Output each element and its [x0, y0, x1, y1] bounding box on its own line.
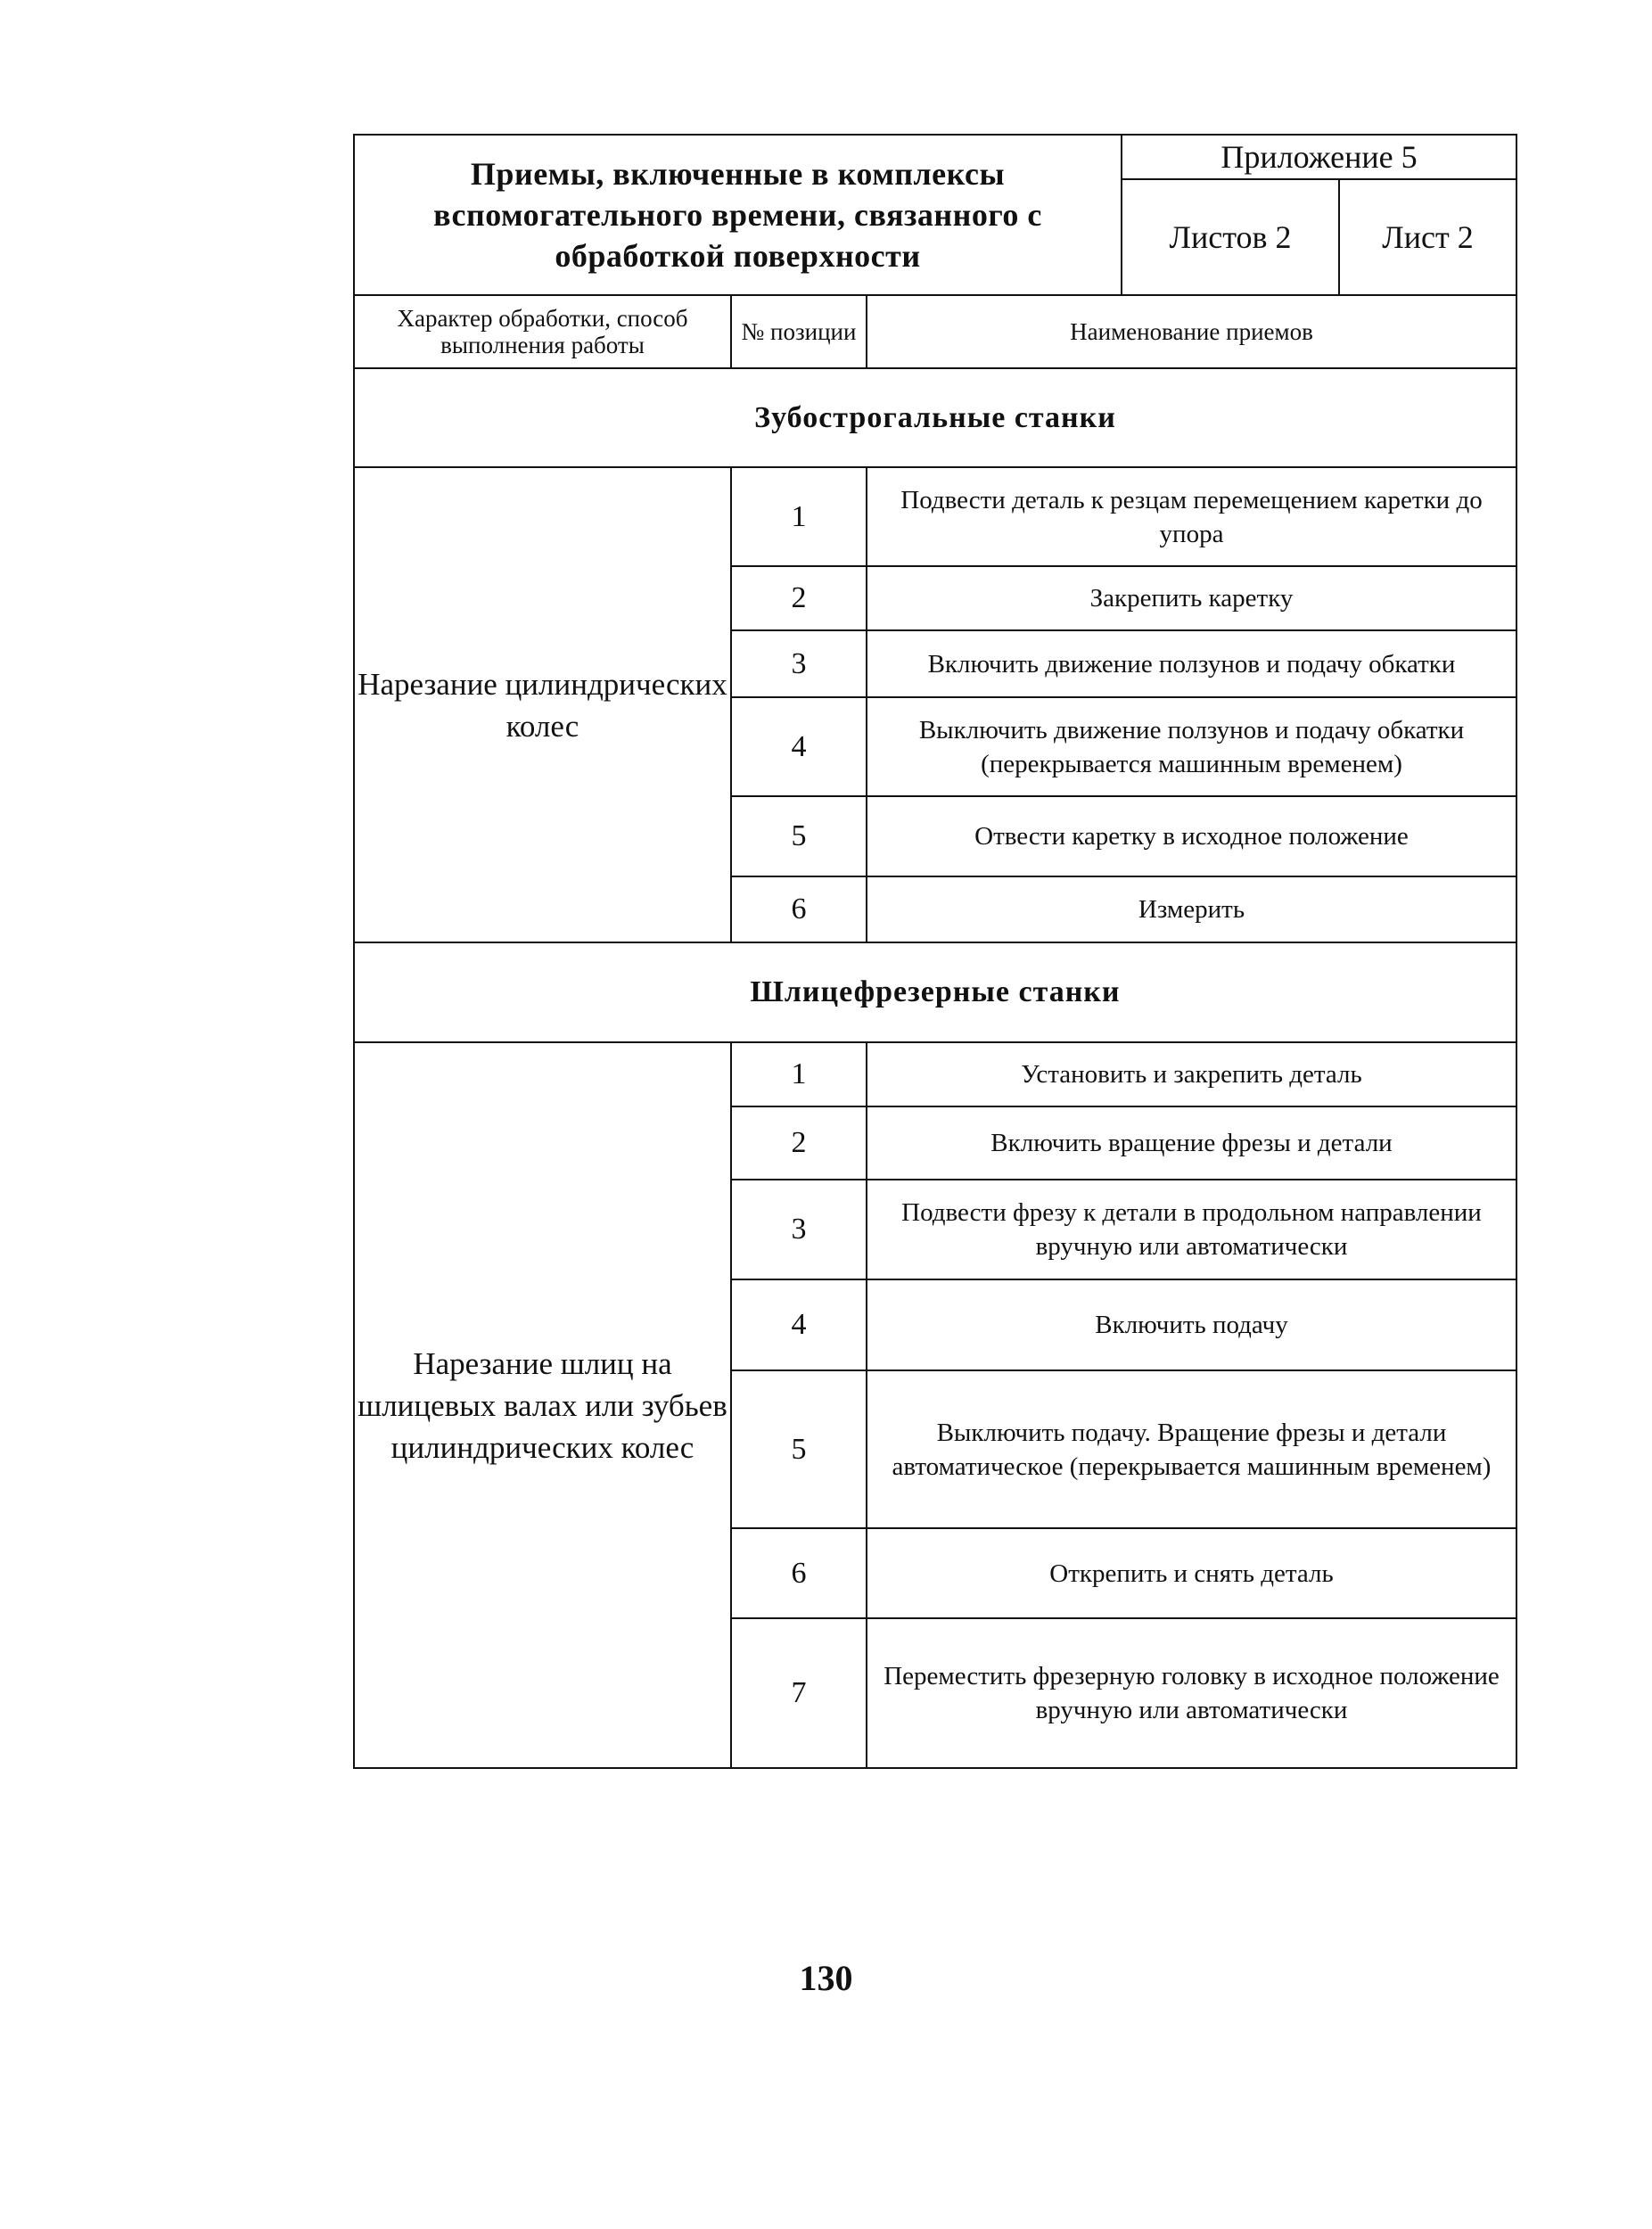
- procedure-name: Измерить: [867, 876, 1516, 942]
- procedure-name: Переместить фрезерную головку в исходное положение вручную или автоматически: [867, 1618, 1516, 1768]
- position-number: 5: [731, 796, 867, 876]
- column-header-name: Наименование приемов: [867, 295, 1516, 368]
- procedure-name: Включить вращение фрезы и детали: [867, 1106, 1516, 1180]
- group-label: Нарезание шлиц на шлицевых валах или зубьев цилиндрических колес: [354, 1042, 731, 1768]
- position-number: 2: [731, 566, 867, 630]
- column-header-character: Характер обработки, способ выполнения работы: [354, 295, 731, 368]
- procedure-name: Закрепить каретку: [867, 566, 1516, 630]
- column-header-position: № позиции: [731, 295, 867, 368]
- section-title: Зубострогальные станки: [354, 368, 1516, 467]
- position-number: 7: [731, 1618, 867, 1768]
- procedure-name: Подвести деталь к резцам перемещением каретки до упора: [867, 467, 1516, 566]
- procedure-name: Установить и закрепить деталь: [867, 1042, 1516, 1106]
- position-number: 5: [731, 1370, 867, 1528]
- procedure-name: Выключить движение ползунов и подачу обкатки (перекрывается машинным временем): [867, 697, 1516, 796]
- position-number: 1: [731, 467, 867, 566]
- document-title: Приемы, включенные в комплексы вспомогательного времени, связанного с обработкой поверхности: [354, 135, 1122, 295]
- position-number: 6: [731, 1528, 867, 1618]
- section-title: Шлицефрезерные станки: [354, 942, 1516, 1042]
- position-number: 1: [731, 1042, 867, 1106]
- position-number: 3: [731, 630, 867, 697]
- procedure-name: Отвести каретку в исходное положение: [867, 796, 1516, 876]
- sheet-current: Лист 2: [1339, 179, 1516, 295]
- procedure-name: Включить движение ползунов и подачу обкатки: [867, 630, 1516, 697]
- procedures-table: [353, 134, 1517, 1769]
- position-number: 4: [731, 1279, 867, 1370]
- page-number: 130: [799, 1958, 853, 1998]
- procedure-name: Открепить и снять деталь: [867, 1528, 1516, 1618]
- position-number: 6: [731, 876, 867, 942]
- position-number: 4: [731, 697, 867, 796]
- procedure-name: Включить подачу: [867, 1279, 1516, 1370]
- procedure-name: Выключить подачу. Вращение фрезы и детали автоматическое (перекрывается машинным временем): [867, 1370, 1516, 1528]
- procedure-name: Подвести фрезу к детали в продольном направлении вручную или автоматически: [867, 1180, 1516, 1279]
- appendix-label: Приложение 5: [1122, 135, 1516, 179]
- position-number: 2: [731, 1106, 867, 1180]
- position-number: 3: [731, 1180, 867, 1279]
- group-label: Нарезание цилиндрических колес: [354, 467, 731, 942]
- sheets-total: Листов 2: [1122, 179, 1339, 295]
